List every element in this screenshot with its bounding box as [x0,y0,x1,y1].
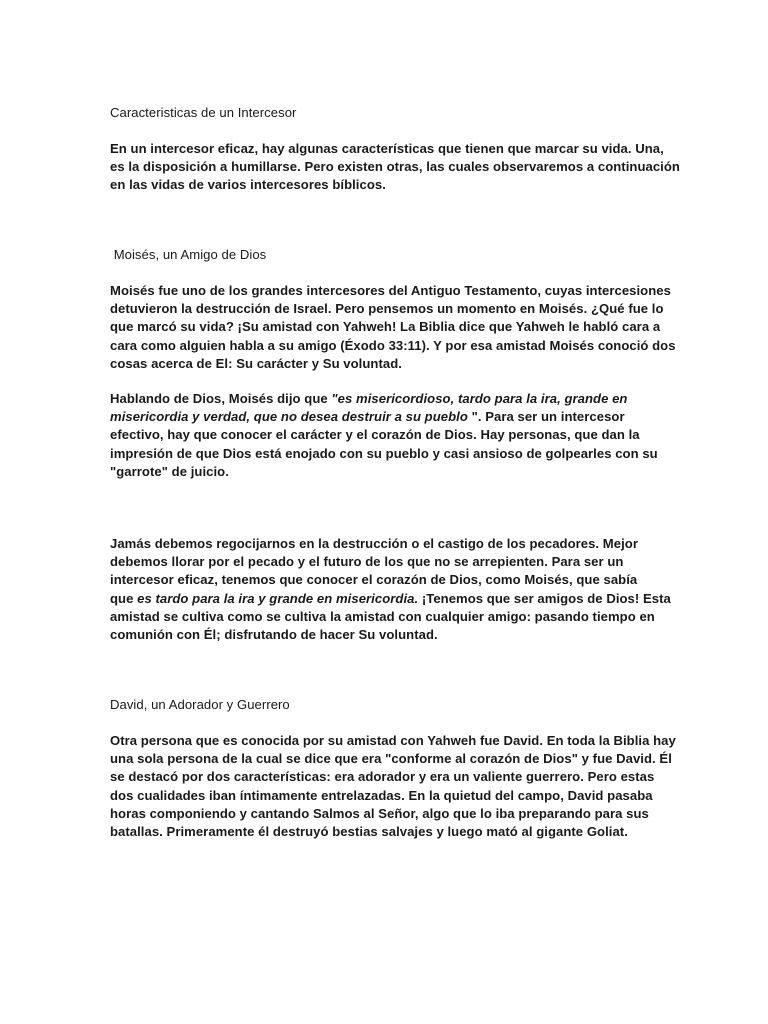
section-heading-david: David, un Adorador y Guerrero [110,697,290,712]
paragraph-moises-2 [110,390,658,481]
text-line: Jamás debemos regocijarnos en la destrucción o el castigo de los pecadores. Mejor [110,536,638,551]
text-line: En un intercesor eficaz, hay algunas características que tienen que marcar su vida. Una, [110,141,664,156]
text-run: ¡Tenemos que ser amigos de Dios! Esta [418,590,671,606]
text-line: comunión con Él; disfrutando de hacer Su voluntad. [110,627,438,643]
text-line: es la disposición a humillarse. Pero existen otras, las cuales observaremos a continuación [110,159,680,175]
text-line: impresión de que Dios está enojado con su pueblo y casi ansioso de golpearles con su [110,445,658,461]
text-line [110,408,658,426]
paragraph-david [110,732,676,841]
section-heading-intercesor: Caracteristicas de un Intercesor [110,105,297,120]
paragraph-moises-3 [110,535,671,644]
text-line: batallas. Primeramente él destruyó bestias salvajes y luego mató al gigante Goliat. [110,824,628,840]
section-heading-moises: Moisés, un Amigo de Dios [110,247,267,262]
paragraph-intro [110,140,680,195]
text-line: horas componiendo y cantando Salmos al Señor, algo que lo iba preparando para sus [110,805,649,821]
text-line: debemos llorar por el pecado y el futuro de los que no se arrepienten. Para ser un [110,554,624,570]
paragraph-moises-1 [110,282,676,373]
text-line: amistad se cultiva como se cultiva la amistad con cualquier amigo: pasando tiempo en [110,608,655,624]
text-line: cosas acerca de El: Su carácter y Su voluntad. [110,355,402,371]
text-line: cara como alguien habla a su amigo (Éxodo 33:11). Y por esa amistad Moisés conoció dos [110,337,676,353]
text-line [110,590,671,608]
quote-italic: es tardo para la ira y grande en misericordia. [137,590,419,606]
text-run: Hablando de Dios, Moisés dijo que [110,391,332,406]
quote-italic: misericordia y verdad, que no desea destruir a su pueblo [110,409,468,425]
text-line [110,390,658,408]
quote-italic: "es misericordioso, tardo para la ira, grande en [331,391,628,406]
text-line: en las vidas de varios intercesores bíblicos. [110,177,386,193]
text-line: "garrote" de juicio. [110,463,229,479]
text-line: Otra persona que es conocida por su amistad con Yahweh fue David. En toda la Biblia hay [110,733,676,748]
text-line: intercesor eficaz, tenemos que conocer el corazón de Dios, como Moisés, que sabía [110,572,638,588]
text-line: que marcó su vida? ¡Su amistad con Yahweh! La Biblia dice que Yahweh le habló cara a [110,319,661,335]
text-line: detuvieron la destrucción de Israel. Pero pensemos un momento en Moisés. ¿Qué fue lo [110,301,664,317]
text-run: ". Para ser un intercesor [467,409,625,425]
text-line: se destacó por dos características: era adorador y era un valiente guerrero. Pero estas [110,769,655,785]
text-line: Moisés fue uno de los grandes intercesores del Antiguo Testamento, cuyas intercesiones [110,283,671,298]
text-line: una sola persona de la cual se dice que era "conforme al corazón de Dios" y fue David. Él [110,751,672,767]
text-line: efectivo, hay que conocer el carácter y el corazón de Dios. Hay personas, que dan la [110,427,640,443]
text-line: dos cualidades iban íntimamente entrelazadas. En la quietud del campo, David pasaba [110,787,653,803]
text-run: que [110,590,138,606]
